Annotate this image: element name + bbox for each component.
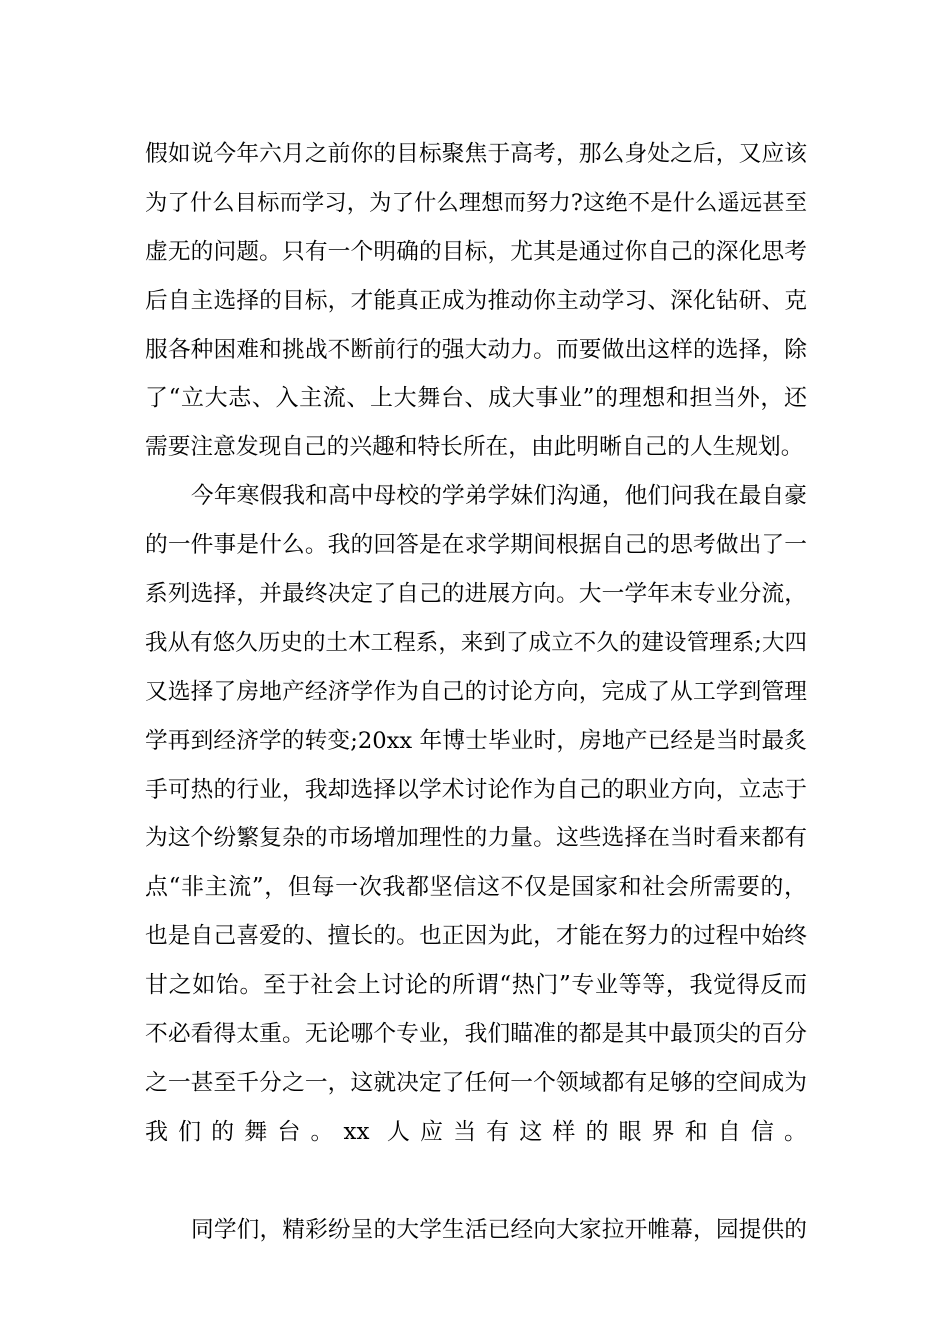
text-line: 为了什么目标而学习，为了什么理想而努力?这绝不是什么遥远甚至 — [145, 189, 807, 216]
text-line: 点“非主流”，但每一次我都坚信这不仅是国家和社会所需要的， — [145, 874, 807, 901]
text-line: 手可热的行业，我却选择以学术讨论作为自己的职业方向，立志于 — [145, 776, 807, 803]
text-line: 服各种困难和挑战不断前行的强大动力。而要做出这样的选择，除 — [145, 336, 807, 363]
text-line: 的一件事是什么。我的回答是在求学期间根据自己的思考做出了一 — [145, 532, 807, 559]
text-line: 今年寒假我和高中母校的学弟学妹们沟通，他们问我在最自豪 — [191, 483, 807, 510]
text-line: 又选择了房地产经济学作为自己的讨论方向，完成了从工学到管理 — [145, 678, 807, 705]
text-line: 之一甚至千分之一，这就决定了任何一个领域都有足够的空间成为 — [145, 1069, 807, 1096]
text-line: 假如说今年六月之前你的目标聚焦于高考，那么身处之后，又应该 — [145, 141, 807, 167]
text-line: 后自主选择的目标，才能真正成为推动你主动学习、深化钻研、克 — [145, 287, 807, 314]
paragraph-3 — [145, 1206, 807, 1255]
text-line: 需要注意发现自己的兴趣和特长所在，由此明晰自己的人生规划。 — [145, 434, 804, 461]
body-text — [145, 130, 807, 1254]
text-line: 系列选择，并最终决定了自己的进展方向。大一学年末专业分流， — [145, 581, 807, 608]
text-line — [145, 1157, 807, 1206]
text-line: 我们的舞台。xx 人应当有这样的眼界和自信。 — [145, 1118, 807, 1145]
text-line: 学再到经济学的转变;20xx 年博士毕业时，房地产已经是当时最炙 — [145, 727, 807, 754]
text-line: 了“立大志、入主流、上大舞台、成大事业”的理想和担当外，还 — [145, 385, 807, 412]
text-line: 为这个纷繁复杂的市场增加理性的力量。这些选择在当时看来都有 — [145, 825, 807, 852]
paragraph-1 — [145, 130, 807, 472]
paragraph-2 — [145, 472, 807, 1205]
text-line: 虚无的问题。只有一个明确的目标，尤其是通过你自己的深化思考 — [145, 238, 807, 265]
text-line: 同学们，精彩纷呈的大学生活已经向大家拉开帷幕，园提供的 — [191, 1216, 807, 1243]
text-line: 我从有悠久历史的土木工程系，来到了成立不久的建设管理系;大四 — [145, 629, 807, 656]
text-line: 甘之如饴。至于社会上讨论的所谓“热门”专业等等，我觉得反而 — [145, 972, 807, 999]
text-line: 也是自己喜爱的、擅长的。也正因为此，才能在努力的过程中始终 — [145, 923, 807, 950]
text-line: 不必看得太重。无论哪个专业，我们瞄准的都是其中最顶尖的百分 — [145, 1021, 807, 1048]
